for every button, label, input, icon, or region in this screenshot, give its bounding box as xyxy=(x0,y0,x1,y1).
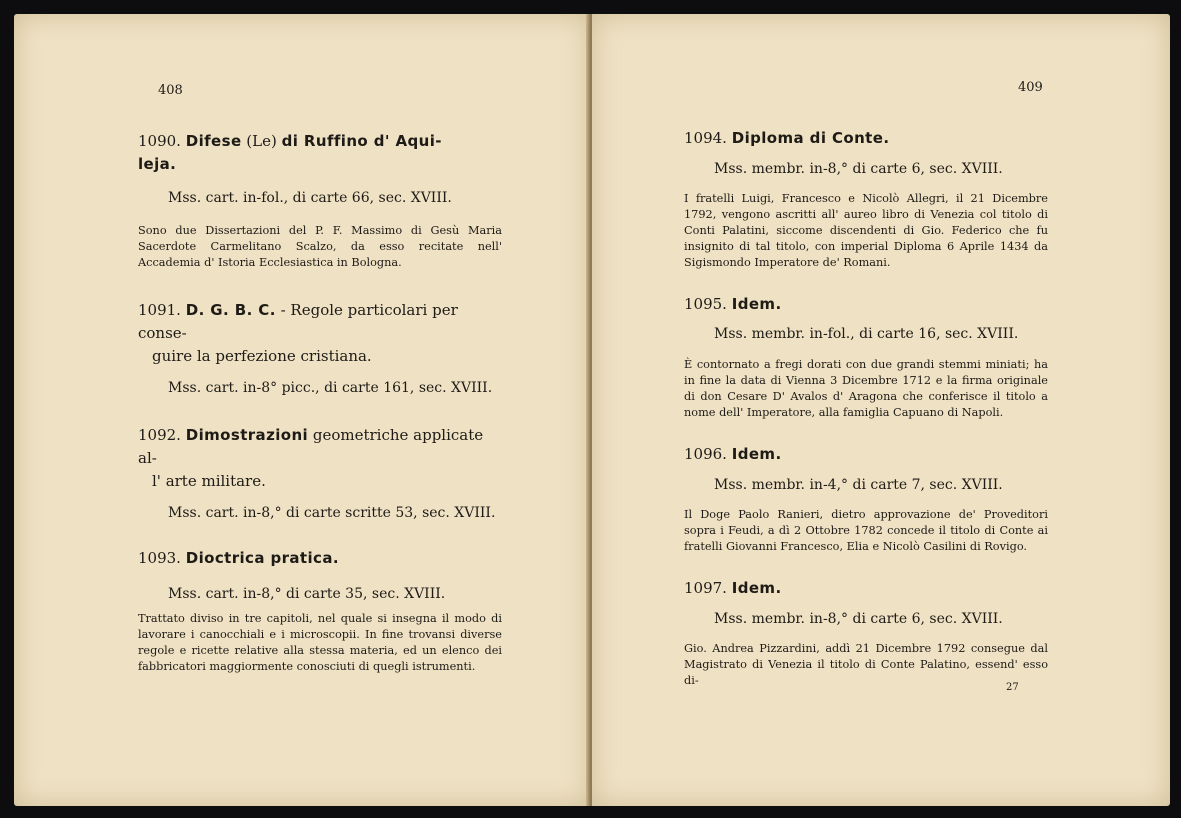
catalog-entry-1091 xyxy=(138,299,502,398)
entry-number: 1095. xyxy=(684,295,727,313)
entry-heading xyxy=(684,577,1048,600)
left-page xyxy=(14,14,590,806)
entry-number: 1096. xyxy=(684,445,727,463)
entry-title: Dioctrica pratica. xyxy=(185,549,339,567)
entry-title-line2: leja. xyxy=(138,155,177,173)
entry-number: 1094. xyxy=(684,129,727,147)
signature-mark: 27 xyxy=(1006,682,1019,693)
entry-note: Sono due Dissertazioni del P. F. Massimo di Gesù Maria Sacerdote Carmelitano Scalzo, da esso recitate nell' Accademia d' Istoria Ecclesiastica in Bologna. xyxy=(138,224,502,269)
entry-heading xyxy=(684,293,1048,316)
entry-title: Dimostrazioni xyxy=(185,426,309,444)
catalog-entry-1096 xyxy=(684,443,1048,555)
catalog-entry-1094 xyxy=(684,127,1048,271)
entry-note: I fratelli Luigi, Francesco e Nicolò Allegri, il 21 Dicembre 1792, vengono ascritti all' aureo libro di Venezia col titolo di Conti Palatini, siccome discendenti di Gio. Federico che fu insignito di tal titolo, con imperial Diploma 6 Aprile 1434 da Sigismondo Imperatore de' Romani. xyxy=(684,192,1048,269)
entry-number: 1090. xyxy=(138,132,181,150)
entry-heading xyxy=(138,130,502,176)
entry-title-continued: di Ruffino d' Aqui- xyxy=(281,132,442,150)
entry-title: Diploma di Conte. xyxy=(731,129,890,147)
entry-note: Il Doge Paolo Ranieri, dietro approvazione de' Proveditori sopra i Feudi, a dì 2 Ottobre 1782 concede il titolo di Conte ai fratelli Giovanni Francesco, Elia e Nicolò Casilini di Rovigo. xyxy=(684,508,1048,553)
entry-number: 1091. xyxy=(138,301,181,319)
manuscript-description: Mss. cart. in-8,° di carte 35, sec. XVIII. xyxy=(168,586,446,602)
entry-title: D. G. B. C. xyxy=(185,301,276,319)
right-page xyxy=(592,14,1170,806)
entry-heading xyxy=(684,443,1048,466)
manuscript-description: Mss. membr. in-4,° di carte 7, sec. XVIII. xyxy=(714,477,1003,493)
entry-number: 1097. xyxy=(684,579,727,597)
manuscript-description: Mss. membr. in-8,° di carte 6, sec. XVIII. xyxy=(714,161,1003,177)
entry-note: È contornato a fregi dorati con due grandi stemmi miniati; ha in fine la data di Vienna 3 Dicembre 1712 e la firma originale di don Cesare D' Avalos d' Aragona che conferisce il titolo a nome dell' Imperatore, alla famiglia Capuano di Napoli. xyxy=(684,358,1048,419)
entry-heading xyxy=(138,299,502,368)
entry-heading xyxy=(684,127,1048,150)
manuscript-description: Mss. cart. in-8° picc., di carte 161, sec. XVIII. xyxy=(168,380,493,396)
manuscript-description: Mss. cart. in-8,° di carte scritte 53, sec. XVIII. xyxy=(168,505,496,521)
entry-title: Idem. xyxy=(731,295,782,313)
entry-number: 1093. xyxy=(138,549,181,567)
entry-title-text: geometriche applicate al- xyxy=(138,426,484,467)
page-number: 409 xyxy=(1018,80,1043,95)
catalog-entry-1097 xyxy=(684,577,1048,689)
entry-title-line2: l' arte militare. xyxy=(152,472,266,490)
entry-heading xyxy=(138,547,502,570)
catalog-entry-1092 xyxy=(138,424,502,523)
manuscript-description: Mss. membr. in-8,° di carte 6, sec. XVIII. xyxy=(714,611,1003,627)
entry-title: Difese xyxy=(185,132,242,150)
catalog-entry-1093 xyxy=(138,547,502,675)
entry-title: Idem. xyxy=(731,445,782,463)
entry-heading xyxy=(138,424,502,493)
page-number: 408 xyxy=(158,83,183,98)
entry-note: Gio. Andrea Pizzardini, addì 21 Dicembre 1792 consegue dal Magistrato di Venezia il titolo di Conte Palatino, essend' esso di- xyxy=(684,642,1048,687)
entry-number: 1092. xyxy=(138,426,181,444)
entry-note: Trattato diviso in tre capitoli, nel quale si insegna il modo di lavorare i canocchiali e i microscopii. In fine trovansi diverse regole e ricette relative alla stessa materia, ed un elenco dei fabbricatori maggiormente conosciuti di quegli istrumenti. xyxy=(138,612,502,673)
manuscript-description: Mss. cart. in-fol., di carte 66, sec. XVIII. xyxy=(168,190,452,206)
catalog-entry-1095 xyxy=(684,293,1048,421)
entry-title: Idem. xyxy=(731,579,782,597)
catalog-entry-1090 xyxy=(138,130,502,271)
entry-title-text: - Regole particolari per conse- xyxy=(138,301,458,342)
page-column xyxy=(684,127,1048,689)
entry-title-line2: guire la perfezione cristiana. xyxy=(152,347,372,365)
manuscript-description: Mss. membr. in-fol., di carte 16, sec. XVIII. xyxy=(714,326,1019,342)
page-column xyxy=(138,130,502,675)
entry-title-text: (Le) xyxy=(241,132,282,150)
